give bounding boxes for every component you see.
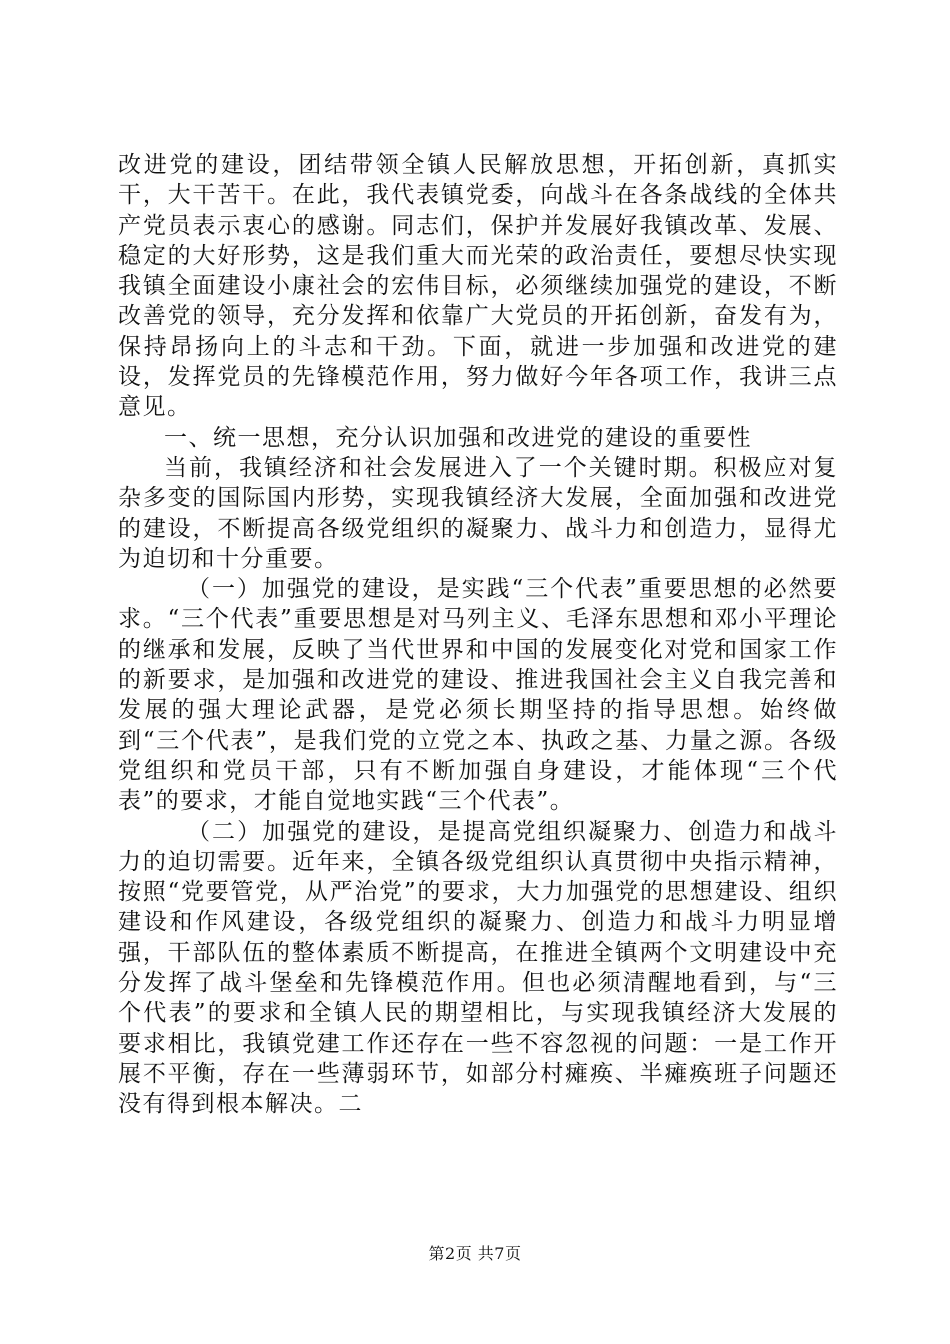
paragraph-intro: 当前，我镇经济和社会发展进入了一个关键时期。积极应对复杂多变的国际国内形势，实现我镇经济大发展，全面加强和改进党的建设，不断提高各级党组织的凝聚力、战斗力和创造力，显得尤为迫切和十分重要。 bbox=[118, 454, 838, 572]
section-heading: 一、统一思想，充分认识加强和改进党的建设的重要性 bbox=[164, 424, 752, 451]
paragraph-point-two: （二）加强党的建设，是提高党组织凝聚力、创造力和战斗力的迫切需要。近年来，全镇各级党组织认真贯彻中央指示精神，按照“党要管党，从严治党”的要求，大力加强党的思想建设、组织建设和作风建设，各级党组织的凝聚力、创造力和战斗力明显增强，干部队伍的整体素质不断提高，在推进全镇两个文明建设中充分发挥了战斗堡垒和先锋模范作用。但也必须清醒地看到，与“三个代表”的要求和全镇人民的期望相比，与实现我镇经济大发展的要求相比，我镇党建工作还存在一些不容忽视的问题：一是工作开展不平衡，存在一些薄弱环节，如部分村瘫痪、半瘫痪班子问题还没有得到根本解决。二 bbox=[118, 818, 838, 1118]
page-footer: 第2页 共7页 bbox=[428, 1244, 522, 1263]
paragraph-point-one: （一）加强党的建设，是实践“三个代表”重要思想的必然要求。“三个代表”重要思想是对马列主义、毛泽东思想和邓小平理论的继承和发展，反映了当代世界和中国的发展变化对党和国家工作的新要求，是加强和改进党的建设、推进我国社会主义自我完善和发展的强大理论武器，是党必须长期坚持的指导思想。始终做到“三个代表”，是我们党的立党之本、执政之基、力量之源。各级党组织和党员干部，只有不断加强自身建设，才能体现“三个代表”的要求，才能自觉地实践“三个代表”。 bbox=[118, 576, 838, 815]
paragraph-continuation: 改进党的建设，团结带领全镇人民解放思想，开拓创新，真抓实干，大干苦干。在此，我代表镇党委，向战斗在各条战线的全体共产党员表示衷心的感谢。同志们，保护并发展好我镇改革、发展、稳定的大好形势，这是我们重大而光荣的政治责任，要想尽快实现我镇全面建设小康社会的宏伟目标，必须继续加强党的建设，不断改善党的领导，充分发挥和依靠广大党员的开拓创新，奋发有为，保持昂扬向上的斗志和干劲。下面，就进一步加强和改进党的建设，发挥党员的先锋模范作用，努力做好今年各项工作，我讲三点意见。 bbox=[118, 152, 838, 421]
document-body bbox=[118, 150, 838, 1120]
